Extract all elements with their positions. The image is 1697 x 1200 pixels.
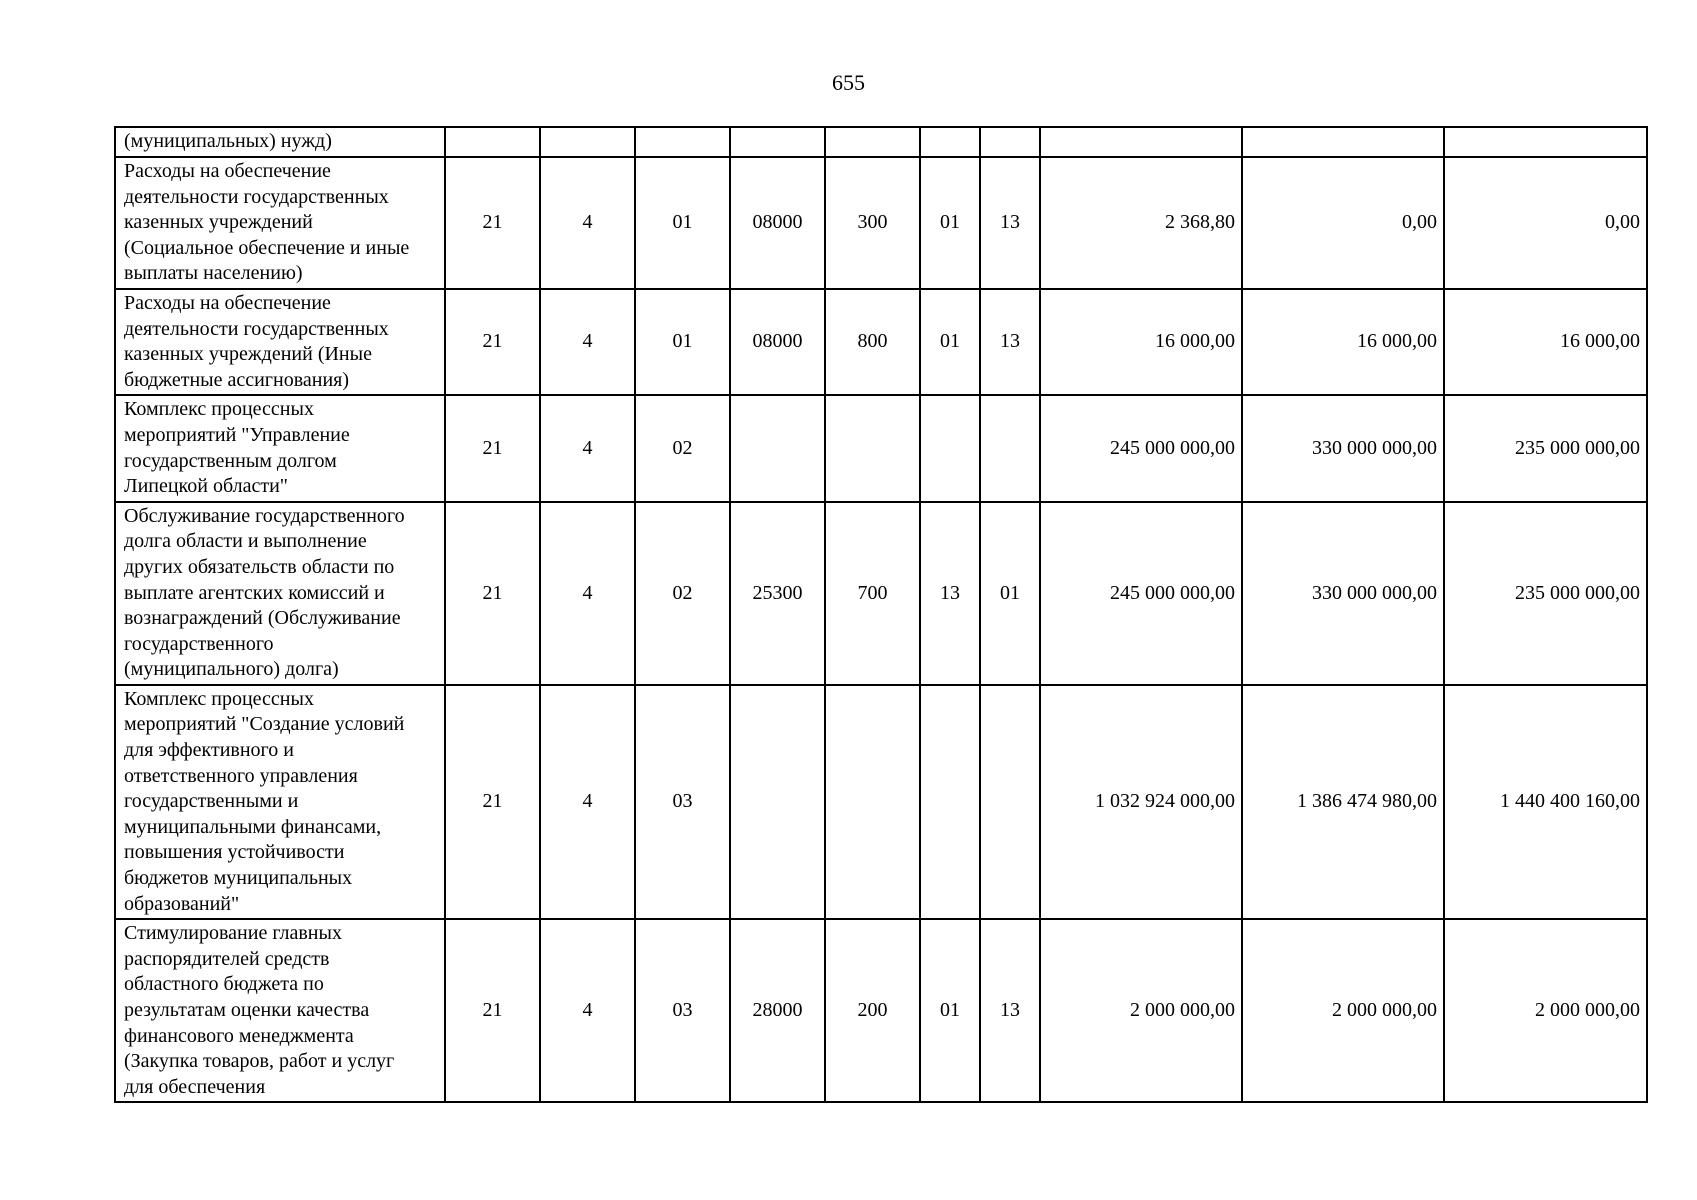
table-row: [115, 685, 1647, 919]
code-section-cell: 01: [920, 289, 980, 395]
code-complex-cell: 02: [635, 502, 730, 685]
code-expense-type-cell: 800: [825, 289, 920, 395]
code-direction-cell: [730, 395, 825, 501]
code-complex-cell: 02: [635, 395, 730, 501]
code-section-cell: 13: [920, 502, 980, 685]
amount-year-3-cell: 2 000 000,00: [1444, 919, 1647, 1102]
page-number: 655: [832, 70, 865, 95]
table-row: [115, 395, 1647, 501]
code-subsection-cell: 01: [980, 502, 1040, 685]
amount-year-1-cell: 2 000 000,00: [1040, 919, 1242, 1102]
table-row: [115, 157, 1647, 289]
amount-year-1-cell: [1040, 127, 1242, 157]
code-program-cell: 4: [540, 157, 635, 289]
code-section-cell: [920, 685, 980, 919]
code-program-cell: 4: [540, 919, 635, 1102]
code-subsection-cell: 13: [980, 157, 1040, 289]
code-direction-cell: [730, 127, 825, 157]
code-complex-cell: 01: [635, 157, 730, 289]
amount-year-3-cell: 235 000 000,00: [1444, 395, 1647, 501]
amount-year-1-cell: 245 000 000,00: [1040, 395, 1242, 501]
amount-year-2-cell: 16 000,00: [1242, 289, 1444, 395]
code-program-cell: 4: [540, 502, 635, 685]
code-ministry-cell: 21: [445, 157, 540, 289]
amount-year-1-cell: 2 368,80: [1040, 157, 1242, 289]
amount-year-2-cell: [1242, 127, 1444, 157]
code-expense-type-cell: 200: [825, 919, 920, 1102]
amount-year-3-cell: 16 000,00: [1444, 289, 1647, 395]
code-program-cell: 4: [540, 395, 635, 501]
code-section-cell: [920, 127, 980, 157]
code-subsection-cell: 13: [980, 919, 1040, 1102]
code-section-cell: 01: [920, 919, 980, 1102]
code-complex-cell: [635, 127, 730, 157]
amount-year-1-cell: 1 032 924 000,00: [1040, 685, 1242, 919]
code-expense-type-cell: [825, 395, 920, 501]
expense-name-cell: Расходы на обеспечение деятельности государственных казенных учреждений (Иные бюджетные ассигнования): [115, 289, 445, 395]
code-complex-cell: 03: [635, 919, 730, 1102]
code-section-cell: 01: [920, 157, 980, 289]
code-direction-cell: 28000: [730, 919, 825, 1102]
table-row: [115, 919, 1647, 1102]
amount-year-1-cell: 245 000 000,00: [1040, 502, 1242, 685]
code-expense-type-cell: [825, 127, 920, 157]
expense-name-cell: (муниципальных) нужд): [115, 127, 445, 157]
code-expense-type-cell: 700: [825, 502, 920, 685]
code-direction-cell: 08000: [730, 157, 825, 289]
table-row: [115, 289, 1647, 395]
amount-year-2-cell: 330 000 000,00: [1242, 502, 1444, 685]
amount-year-3-cell: 0,00: [1444, 157, 1647, 289]
code-ministry-cell: 21: [445, 289, 540, 395]
amount-year-1-cell: 16 000,00: [1040, 289, 1242, 395]
code-subsection-cell: [980, 685, 1040, 919]
expense-name-cell: Обслуживание государственного долга области и выполнение других обязательств области по выплате агентских комиссий и вознаграждений (Обслуживание государственного (муниципального) долга): [115, 502, 445, 685]
code-subsection-cell: [980, 127, 1040, 157]
expense-name-cell: Комплекс процессных мероприятий "Управление государственным долгом Липецкой области": [115, 395, 445, 501]
code-ministry-cell: 21: [445, 502, 540, 685]
code-ministry-cell: 21: [445, 395, 540, 501]
amount-year-3-cell: [1444, 127, 1647, 157]
table-row: [115, 502, 1647, 685]
code-complex-cell: 01: [635, 289, 730, 395]
amount-year-3-cell: 1 440 400 160,00: [1444, 685, 1647, 919]
code-subsection-cell: [980, 395, 1040, 501]
expense-name-cell: Расходы на обеспечение деятельности государственных казенных учреждений (Социальное обеспечение и иные выплаты населению): [115, 157, 445, 289]
budget-table: [114, 126, 1648, 1103]
amount-year-2-cell: 2 000 000,00: [1242, 919, 1444, 1102]
code-direction-cell: [730, 685, 825, 919]
code-ministry-cell: 21: [445, 685, 540, 919]
code-program-cell: [540, 127, 635, 157]
code-complex-cell: 03: [635, 685, 730, 919]
amount-year-2-cell: 330 000 000,00: [1242, 395, 1444, 501]
amount-year-3-cell: 235 000 000,00: [1444, 502, 1647, 685]
amount-year-2-cell: 0,00: [1242, 157, 1444, 289]
code-subsection-cell: 13: [980, 289, 1040, 395]
code-expense-type-cell: 300: [825, 157, 920, 289]
code-direction-cell: 25300: [730, 502, 825, 685]
table-row: [115, 127, 1647, 157]
code-section-cell: [920, 395, 980, 501]
expense-name-cell: Комплекс процессных мероприятий "Создание условий для эффективного и ответственного управления государственными и муниципальными финансами, повышения устойчивости бюджетов муниципальных образований": [115, 685, 445, 919]
amount-year-2-cell: 1 386 474 980,00: [1242, 685, 1444, 919]
code-program-cell: 4: [540, 685, 635, 919]
code-expense-type-cell: [825, 685, 920, 919]
code-program-cell: 4: [540, 289, 635, 395]
code-ministry-cell: 21: [445, 919, 540, 1102]
expense-name-cell: Стимулирование главных распорядителей средств областного бюджета по результатам оценки качества финансового менеджмента (Закупка товаров, работ и услуг для обеспечения: [115, 919, 445, 1102]
code-ministry-cell: [445, 127, 540, 157]
code-direction-cell: 08000: [730, 289, 825, 395]
